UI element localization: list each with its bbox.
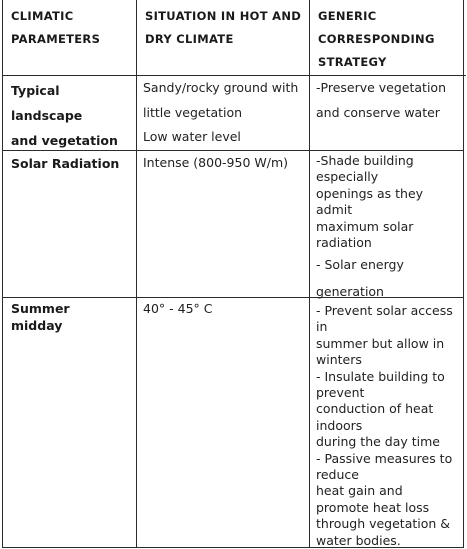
row-parameter-line: Typical landscape — [11, 83, 83, 123]
row-summer-strategy — [309, 303, 463, 549]
situation-line: Sandy/rocky ground with — [143, 80, 299, 95]
strategy-line: radiation — [316, 235, 372, 251]
strategy-line: winters — [316, 352, 362, 368]
strategy-line: reduce — [316, 467, 359, 483]
situation-line: Low water level — [143, 129, 241, 144]
header-situation — [136, 1, 309, 51]
row-summer-parameter — [2, 298, 136, 334]
header-strategy — [309, 1, 463, 74]
situation-line: little vegetation — [143, 104, 243, 120]
strategy-line: maximum solar — [316, 218, 414, 234]
strategy-line: and conserve water — [316, 104, 440, 120]
table-border-right — [463, 0, 464, 548]
strategy-line: - Solar energy — [316, 257, 404, 273]
strategy-line: generation — [316, 284, 384, 300]
strategy-line: through vegetation & — [316, 516, 451, 532]
row-parameter-line: Summer — [11, 301, 70, 316]
row-landscape-parameter — [2, 76, 136, 153]
row-solar-situation — [136, 151, 309, 176]
header-parameters — [2, 1, 136, 51]
strategy-line: during the day time — [316, 434, 440, 450]
strategy-line: - Passive measures to — [316, 450, 453, 466]
strategy-line: openings as they — [316, 185, 424, 201]
strategy-line: admit — [316, 202, 353, 218]
header-line: DRY CLIMATE — [145, 32, 234, 46]
strategy-line: - Prevent solar access — [316, 303, 453, 318]
strategy-line: promote heat loss — [316, 499, 430, 515]
strategy-line: -Shade building — [316, 153, 414, 168]
row-solar-parameter — [2, 151, 136, 176]
row-parameter-line: Solar Radiation — [11, 156, 120, 171]
strategy-line: heat gain and — [316, 483, 403, 499]
header-line: SITUATION IN HOT AND — [145, 9, 302, 23]
strategy-line: summer but allow in — [316, 335, 445, 351]
row-parameter-line: midday — [11, 318, 63, 333]
row-parameter-line: and vegetation — [11, 133, 118, 148]
row-landscape-situation — [136, 76, 309, 150]
strategy-line: prevent — [316, 385, 365, 401]
strategy-line: in — [316, 319, 328, 335]
strategy-line: water bodies. — [316, 532, 401, 548]
situation-line: Intense (800-950 W/m) — [143, 155, 289, 170]
strategy-line: - Insulate building to — [316, 368, 445, 384]
row-landscape-strategy — [309, 76, 463, 125]
header-line: STRATEGY — [318, 55, 387, 69]
header-line: GENERIC — [318, 9, 377, 23]
row-summer-situation — [136, 298, 309, 320]
situation-line: 40° - 45° C — [143, 301, 213, 316]
header-line: CLIMATIC — [11, 9, 74, 23]
header-line: CORRESPONDING — [318, 32, 435, 46]
header-line: PARAMETERS — [11, 32, 101, 46]
row-solar-strategy — [309, 153, 463, 305]
strategy-line: conduction of heat — [316, 401, 434, 417]
strategy-line: -Preserve vegetation — [316, 80, 447, 95]
strategy-line: indoors — [316, 417, 363, 433]
strategy-line: especially — [316, 169, 379, 185]
